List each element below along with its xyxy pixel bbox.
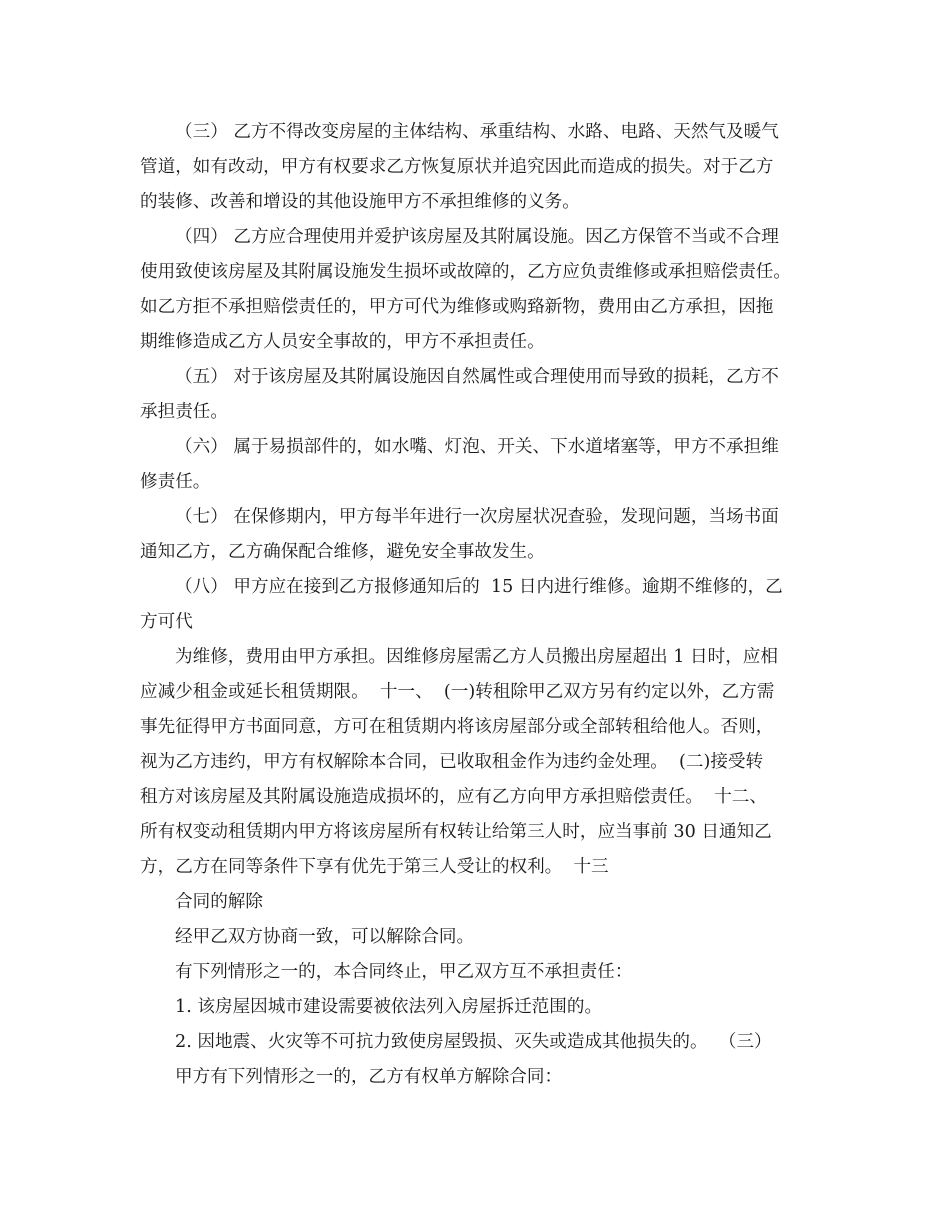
text-line: 应减少租金或延长租赁期限。 十一、 (一)转租除甲乙双方另有约定以外，乙方需 [140,682,775,702]
text-line: 修责任。 [140,472,211,492]
text-line: （六） 属于易损部件的，如水嘴、灯泡、开关、下水道堵塞等，甲方不承担维 [175,437,779,457]
text-line: 视为乙方违约，甲方有权解除本合同，已收取租金作为违约金处理。 (二)接受转 [140,752,764,772]
text-line: 通知乙方，乙方确保配合维修，避免安全事故发生。 [140,542,545,562]
text-line: 管道，如有改动，甲方有权要求乙方恢复原状并追究因此而造成的损失。对于乙方 [140,157,774,177]
text-line: 事先征得甲方书面同意，方可在租赁期内将该房屋部分或全部转租给他人。否则， [140,717,774,737]
text-line: 承担责任。 [140,402,228,422]
text-line: 甲方有下列情形之一的，乙方有权单方解除合同： [175,1067,563,1087]
text-line: （七） 在保修期内，甲方每半年进行一次房屋状况查验，发现问题，当场书面 [175,507,779,527]
text-line: 2. 因地震、火灾等不可抗力致使房屋毁损、灭失或造成其他损失的。 （三） [175,1032,772,1052]
text-line: 如乙方拒不承担赔偿责任的，甲方可代为维修或购臵新物，费用由乙方承担，因拖 [140,297,774,317]
text-line: 所有权变动租赁期内甲方将该房屋所有权转让给第三人时，应当事前 30 日通知乙 [140,822,772,842]
text-line: 期维修造成乙方人员安全事故的，甲方不承担责任。 [140,332,545,352]
text-line: 方，乙方在同等条件下享有优先于第三人受让的权利。 十三 [140,857,609,877]
text-line: （八） 甲方应在接到乙方报修通知后的 15 日内进行维修。逾期不维修的，乙 [175,577,783,597]
text-line: （三） 乙方不得改变房屋的主体结构、承重结构、水路、电路、天然气及暖气 [175,122,779,142]
text-line: 合同的解除 [175,892,263,912]
text-line: 的装修、改善和增设的其他设施甲方不承担维修的义务。 [140,192,580,212]
text-line: 方可代 [140,612,193,632]
text-line: 租方对该房屋及其附属设施造成损坏的，应有乙方向甲方承担赔偿责任。 十二、 [140,787,767,807]
text-line: 使用致使该房屋及其附属设施发生损坏或故障的，乙方应负责维修或承担赔偿责任。 [140,262,791,282]
text-line: 为维修，费用由甲方承担。因维修房屋需乙方人员搬出房屋超出 1 日时，应相 [175,647,778,667]
text-line: （四） 乙方应合理使用并爱护该房屋及其附属设施。因乙方保管不当或不合理 [175,227,779,247]
text-line: 1. 该房屋因城市建设需要被依法列入房屋拆迁范围的。 [175,997,603,1017]
text-line: 经甲乙双方协商一致，可以解除合同。 [175,927,475,947]
text-line: 有下列情形之一的，本合同终止，甲乙双方互不承担责任： [175,962,633,982]
text-line: （五） 对于该房屋及其附属设施因自然属性或合理使用而导致的损耗，乙方不 [175,367,779,387]
